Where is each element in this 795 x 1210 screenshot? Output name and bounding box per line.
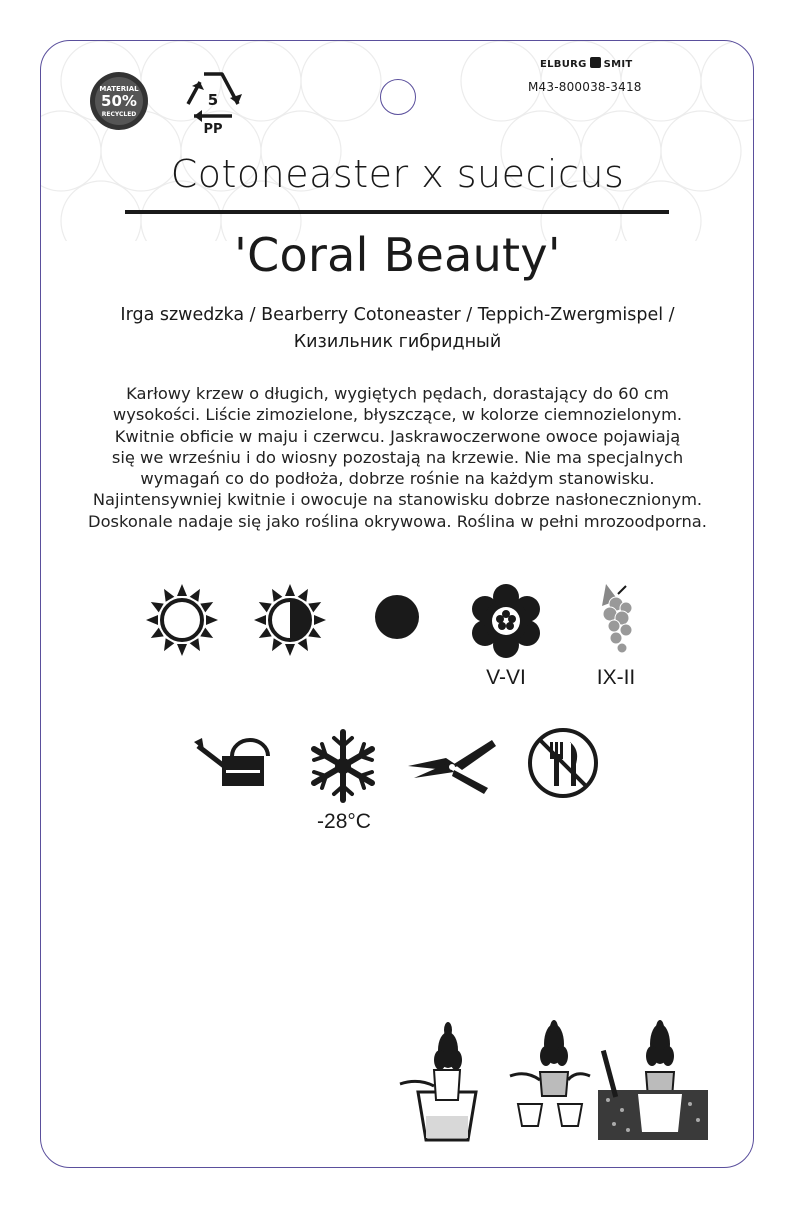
description-line: Kwitnie obficie w maju i czerwcu. Jaskrawoczerwone owoce pojawiają bbox=[114, 426, 681, 446]
pruning-shears-icon bbox=[406, 736, 498, 794]
recycle-code: PP bbox=[203, 122, 223, 136]
common-names-line: Irga szwedzka / Bearberry Cotoneaster / Teppich-Zwergmispel / bbox=[120, 305, 675, 325]
title-divider bbox=[125, 210, 669, 214]
half-shade-icon bbox=[252, 582, 328, 658]
description-line: wysokości. Liście zimozielone, błyszczące, w kolorze ciemnozielonym. bbox=[112, 405, 683, 425]
remove-pot-step-icon bbox=[508, 1020, 592, 1128]
brand-left: ELBURG bbox=[540, 59, 587, 70]
cultivar-name: 'Coral Beauty' bbox=[234, 228, 561, 282]
badge-percent: 50% bbox=[101, 92, 137, 110]
full-shade-icon bbox=[374, 594, 420, 640]
badge-line1: MATERIAL bbox=[99, 85, 139, 93]
description-line: Karłowy krzew o długich, wygiętych pędach, dorastający do 60 cm bbox=[126, 384, 669, 403]
not-edible-icon bbox=[526, 726, 600, 800]
brand-logo bbox=[540, 57, 640, 70]
fruiting-period-label: IX-II bbox=[596, 666, 636, 689]
hanging-hole bbox=[380, 79, 416, 115]
description-line: się we wrześniu i do wiosny pozostają na krzewie. Nie ma specjalnych bbox=[111, 447, 684, 467]
recycled-material-badge-icon bbox=[88, 70, 150, 132]
water-pot-step-icon bbox=[398, 1020, 488, 1142]
description-line: Najintensywniej kwitnie i owocuje na stanowisku dobrze nasłonecznionym. bbox=[92, 490, 703, 510]
description bbox=[55, 383, 740, 532]
description-line: Doskonale nadaje się jako roślina okrywowa. Roślina w pełni mrozoodporna. bbox=[88, 511, 707, 531]
brand-mark-icon bbox=[590, 57, 601, 68]
recycle-symbol-icon bbox=[180, 66, 246, 136]
recycle-number: 5 bbox=[207, 91, 219, 109]
berries-icon bbox=[592, 580, 640, 660]
brand-right: SMIT bbox=[603, 59, 633, 70]
latin-name: Cotoneaster x suecicus bbox=[170, 152, 625, 196]
snowflake-icon bbox=[306, 728, 380, 804]
hardiness-temperature-label: -28°C bbox=[317, 810, 371, 833]
watering-can-icon bbox=[192, 736, 274, 788]
product-code: M43-800038-3418 bbox=[528, 80, 642, 94]
flower-icon bbox=[468, 583, 544, 659]
description-line: wymagań co do podłoża, dobrze rośnie na każdym stanowisku. bbox=[140, 469, 655, 489]
badge-line3: RECYCLED bbox=[101, 111, 137, 118]
full-sun-icon bbox=[144, 582, 220, 658]
common-names bbox=[40, 302, 755, 356]
common-names-line: Кизильник гибридный bbox=[293, 332, 502, 352]
plant-in-soil-step-icon bbox=[598, 1020, 708, 1140]
flowering-period-label: V-VI bbox=[486, 666, 526, 689]
